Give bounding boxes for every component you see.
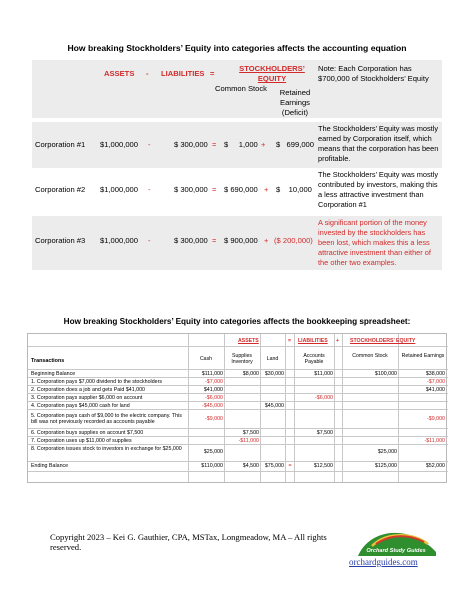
transaction-label: Beginning Balance — [31, 371, 76, 377]
retained-cell: $38,000 — [425, 371, 445, 377]
transaction-label: 8. Corporation issues stock to investors in exchange for $25,000 — [31, 446, 182, 452]
corporation-note: The Stockholders’ Equity was mostly contributed by investors, making this a less attractive investment than Corporation #1 — [318, 170, 439, 209]
cash-cell: -$9,000 — [205, 416, 223, 422]
retained-cell: -$11,000 — [424, 438, 445, 444]
common-stock-value: $ 900,000 — [224, 236, 258, 245]
retained-cell: -$7,000 — [427, 379, 445, 385]
liabilities-header: LIABILITIES — [161, 69, 205, 78]
transaction-label: 6. Corporation buys supplies on account $7,500 — [31, 430, 144, 436]
common-stock-value: $ 1,000 — [224, 140, 258, 149]
supplies-cell: $4,500 — [242, 463, 259, 469]
corporation-row — [32, 170, 442, 216]
retained-value: ($ 200,000) — [274, 236, 313, 245]
retained-cell: -$9,000 — [427, 416, 445, 422]
website-link[interactable]: orchardguides.com — [349, 557, 418, 567]
payable-cell: $7,500 — [316, 430, 333, 436]
cash-cell: -$7,000 — [205, 379, 223, 385]
transaction-label: 3. Corporation pays supplier $6,000 on account — [31, 395, 143, 401]
cash-header: Cash — [199, 356, 213, 362]
common-cell: $125,000 — [374, 463, 397, 469]
liabilities-value: $ 300,000 — [174, 236, 208, 245]
equity-note: Note: Each Corporation has $700,000 of Stockholders’ Equity — [318, 64, 429, 83]
corporation-name: Corporation #2 — [35, 185, 86, 194]
corporation-name: Corporation #3 — [35, 236, 86, 245]
assets-header: ASSETS — [104, 69, 135, 78]
transaction-label: 4. Corporation pays $45,000 cash for land — [31, 403, 130, 409]
liabilities-value: $ 300,000 — [174, 140, 208, 149]
liabilities-value: $ 300,000 — [174, 185, 208, 194]
equals-sign: = — [212, 236, 217, 245]
cash-cell: -$6,000 — [205, 395, 223, 401]
payable-header: Accounts Payable — [303, 353, 325, 365]
retained-earnings-header: Retained Earnings — [401, 353, 445, 359]
corporation-row — [32, 216, 442, 270]
retained-value: $ 699,000 — [276, 140, 315, 149]
transaction-label: 7. Corporation uses up $11,000 of supplies — [31, 438, 132, 444]
payable-cell: -$6,000 — [315, 395, 333, 401]
cash-cell: -$45,000 — [202, 403, 223, 409]
transaction-label: 5. Corporation pays cash of $9,000 to the electric company. This bill was not previously recorded as accounts payable — [31, 413, 182, 426]
corporation-note: A significant portion of the money invested by the stockholders has been lost, which makes this a less attractive investment than either of the other two examples. — [318, 218, 431, 267]
payable-cell: $11,000 — [314, 371, 333, 377]
plus-sign: + — [336, 338, 340, 344]
cash-cell: $25,000 — [203, 449, 223, 455]
bookkeeping-spreadsheet — [27, 333, 447, 483]
minus-sign: - — [148, 236, 151, 245]
land-cell: $75,000 — [264, 463, 284, 469]
land-cell: $45,000 — [264, 403, 284, 409]
equity-header: STOCKHOLDERS’ EQUITY — [239, 64, 305, 83]
plus-sign: + — [264, 236, 269, 245]
supplies-cell: -$11,000 — [238, 438, 259, 444]
transaction-label: Ending Balance — [31, 463, 69, 469]
assets-value: $1,000,000 — [100, 140, 139, 149]
retained-cell: $41,000 — [425, 387, 445, 393]
transactions-header: Transactions — [31, 358, 65, 364]
minus-sign: - — [148, 185, 151, 194]
bookkeeping-title: How breaking Stockholders’ Equity into categories affects the bookkeeping spreadsheet: — [63, 317, 411, 326]
orchard-study-guides-logo — [350, 522, 440, 558]
equals-sign: = — [288, 338, 292, 344]
common-cell: $100,000 — [374, 371, 397, 377]
common-stock-header: Common Stock — [215, 84, 267, 93]
corporation-note: The Stockholders’ Equity was mostly earned by Corporation itself, which means that the corporation has been profitable. — [318, 124, 439, 163]
logo-text: Orchard Study Guides — [366, 548, 426, 554]
assets-value: $1,000,000 — [100, 185, 139, 194]
common-cell: $25,000 — [377, 449, 397, 455]
assets-value: $1,000,000 — [100, 236, 139, 245]
land-header: Land — [266, 356, 279, 362]
transaction-label: 1. Corporation pays $7,000 dividend to the stockholders — [31, 379, 163, 385]
assets-group-header: ASSETS — [238, 338, 259, 344]
eq-cell: = — [288, 463, 292, 469]
cash-cell: $41,000 — [203, 387, 223, 393]
retained-cell: $52,000 — [425, 463, 445, 469]
plus-sign: + — [261, 140, 266, 149]
accounting-equation-title: How breaking Stockholders’ Equity into categories affects the accounting equation — [67, 43, 407, 53]
plus-sign: + — [264, 185, 269, 194]
equals-sign: = — [210, 69, 215, 78]
supplies-cell: $7,500 — [242, 430, 259, 436]
minus-sign: - — [148, 140, 151, 149]
equity-group-header: STOCKHOLDERS’ EQUITY — [350, 338, 416, 344]
corporation-name: Corporation #1 — [35, 140, 86, 149]
liabilities-group-header: LIABILITIES — [298, 338, 328, 344]
equals-sign: = — [212, 140, 217, 149]
minus-sign: - — [146, 69, 149, 78]
equals-sign: = — [212, 185, 217, 194]
cash-cell: $111,000 — [201, 371, 223, 377]
common-stock-header: Common Stock — [352, 353, 388, 359]
retained-value: $ 10,000 — [276, 185, 312, 194]
corporation-row — [32, 122, 442, 168]
supplies-cell: $8,000 — [242, 371, 259, 377]
payable-cell: $12,500 — [313, 463, 333, 469]
cash-cell: $110,000 — [201, 463, 223, 469]
retained-earnings-header: Retained Earnings (Deficit) — [279, 88, 311, 117]
supplies-header: Supplies Inventory — [231, 353, 253, 365]
transaction-label: 2. Corporation does a job and gets Paid $41,000 — [31, 387, 145, 393]
common-stock-value: $ 690,000 — [224, 185, 258, 194]
copyright-text: Copyright 2023 – Kei G. Gauthier, CPA, MSTax, Longmeadow, MA – All rights reserved. — [50, 532, 327, 552]
land-cell: $30,000 — [264, 371, 284, 377]
